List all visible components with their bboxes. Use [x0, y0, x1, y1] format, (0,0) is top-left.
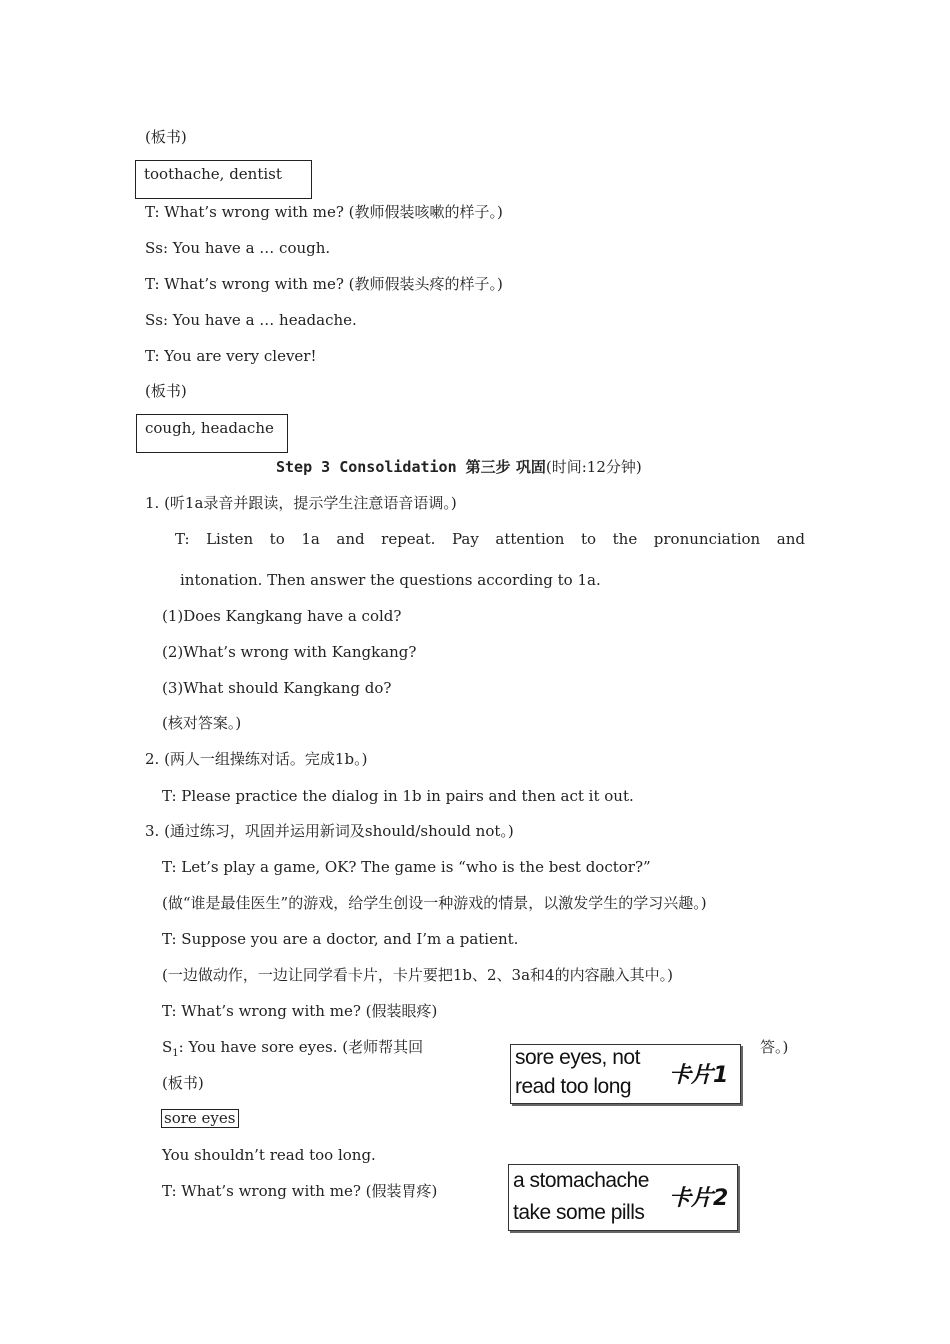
item-3-teacher-line-1: T: Let’s play a game, OK? The game is “who is the best doctor?” [162, 858, 651, 876]
advice-line: You shouldn’t read too long. [162, 1146, 376, 1164]
dialog-line: T: What’s wrong with me? (教师假装咳嗽的样子。) [145, 203, 503, 221]
item-3-teacher-line-3: T: What’s wrong with me? (假装眼疼) [162, 1002, 438, 1020]
item-1-teacher-line-2: intonation. Then answer the questions according to 1a. [180, 571, 601, 589]
step-cn: 第三步 巩固 [465, 458, 546, 476]
check-answers-note: (核对答案。) [162, 714, 242, 732]
step-label: Step 3 Consolidation [276, 458, 457, 476]
item-1: 1. (听1a录音并跟读，提示学生注意语音语调。) [145, 494, 457, 512]
student-reply-tail: 答。) [760, 1038, 789, 1056]
card-2-line-1: a stomachache [513, 1169, 649, 1192]
item-3-comment-2: (一边做动作，一边让同学看卡片，卡片要把1b、2、3a和4的内容融入其中。) [162, 966, 673, 984]
dialog-line: T: You are very clever! [145, 347, 317, 365]
card-2-tag: 卡片2 [669, 1186, 729, 1211]
dialog-line: Ss: You have a … headache. [145, 311, 357, 329]
dialog-line: T: What’s wrong with me? (教师假装头疼的样子。) [145, 275, 503, 293]
card-2-line-2: take some pills [513, 1201, 645, 1224]
item-3-teacher-line-2: T: Suppose you are a doctor, and I’m a patient. [162, 930, 519, 948]
question-3: (3)What should Kangkang do? [162, 679, 392, 697]
item-3: 3. (通过练习，巩固并运用新词及should/should not。) [145, 822, 514, 840]
dialog-line: Ss: You have a … cough. [145, 239, 331, 257]
question-2: (2)What’s wrong with Kangkang? [162, 643, 417, 661]
board-box-cough: cough, headache [136, 414, 288, 453]
step-time: (时间:12分钟) [545, 458, 642, 476]
board-note-label: (板书) [145, 128, 187, 146]
board-box-sore-eyes: sore eyes [161, 1109, 239, 1128]
question-1: (1)Does Kangkang have a cold? [162, 607, 402, 625]
board-note-label: (板书) [145, 382, 187, 400]
step-heading [276, 457, 642, 477]
item-2: 2. (两人一组操练对话。完成1b。) [145, 750, 368, 768]
item-2-teacher-line: T: Please practice the dialog in 1b in pairs and then act it out. [162, 787, 634, 805]
card-1-line-2: read too long [515, 1075, 632, 1098]
card-1 [510, 1044, 741, 1104]
card-1-tag: 卡片1 [669, 1063, 729, 1088]
card-2 [508, 1164, 738, 1231]
student-reply: $S_1$: You have sore eyes. (老师帮其回 [162, 1038, 424, 1059]
item-1-teacher-line-1: T: Listen to 1a and repeat. Pay attention to the pronunciation and [175, 530, 805, 548]
item-3-teacher-line-4: T: What’s wrong with me? (假装胃疼) [162, 1182, 438, 1200]
board-note-label: (板书) [162, 1074, 204, 1092]
card-1-line-1: sore eyes, not [515, 1046, 640, 1069]
board-box-toothache: toothache, dentist [135, 160, 312, 199]
item-3-comment-1: (做“谁是最佳医生”的游戏，给学生创设一种游戏的情景，以激发学生的学习兴趣。) [162, 894, 707, 912]
